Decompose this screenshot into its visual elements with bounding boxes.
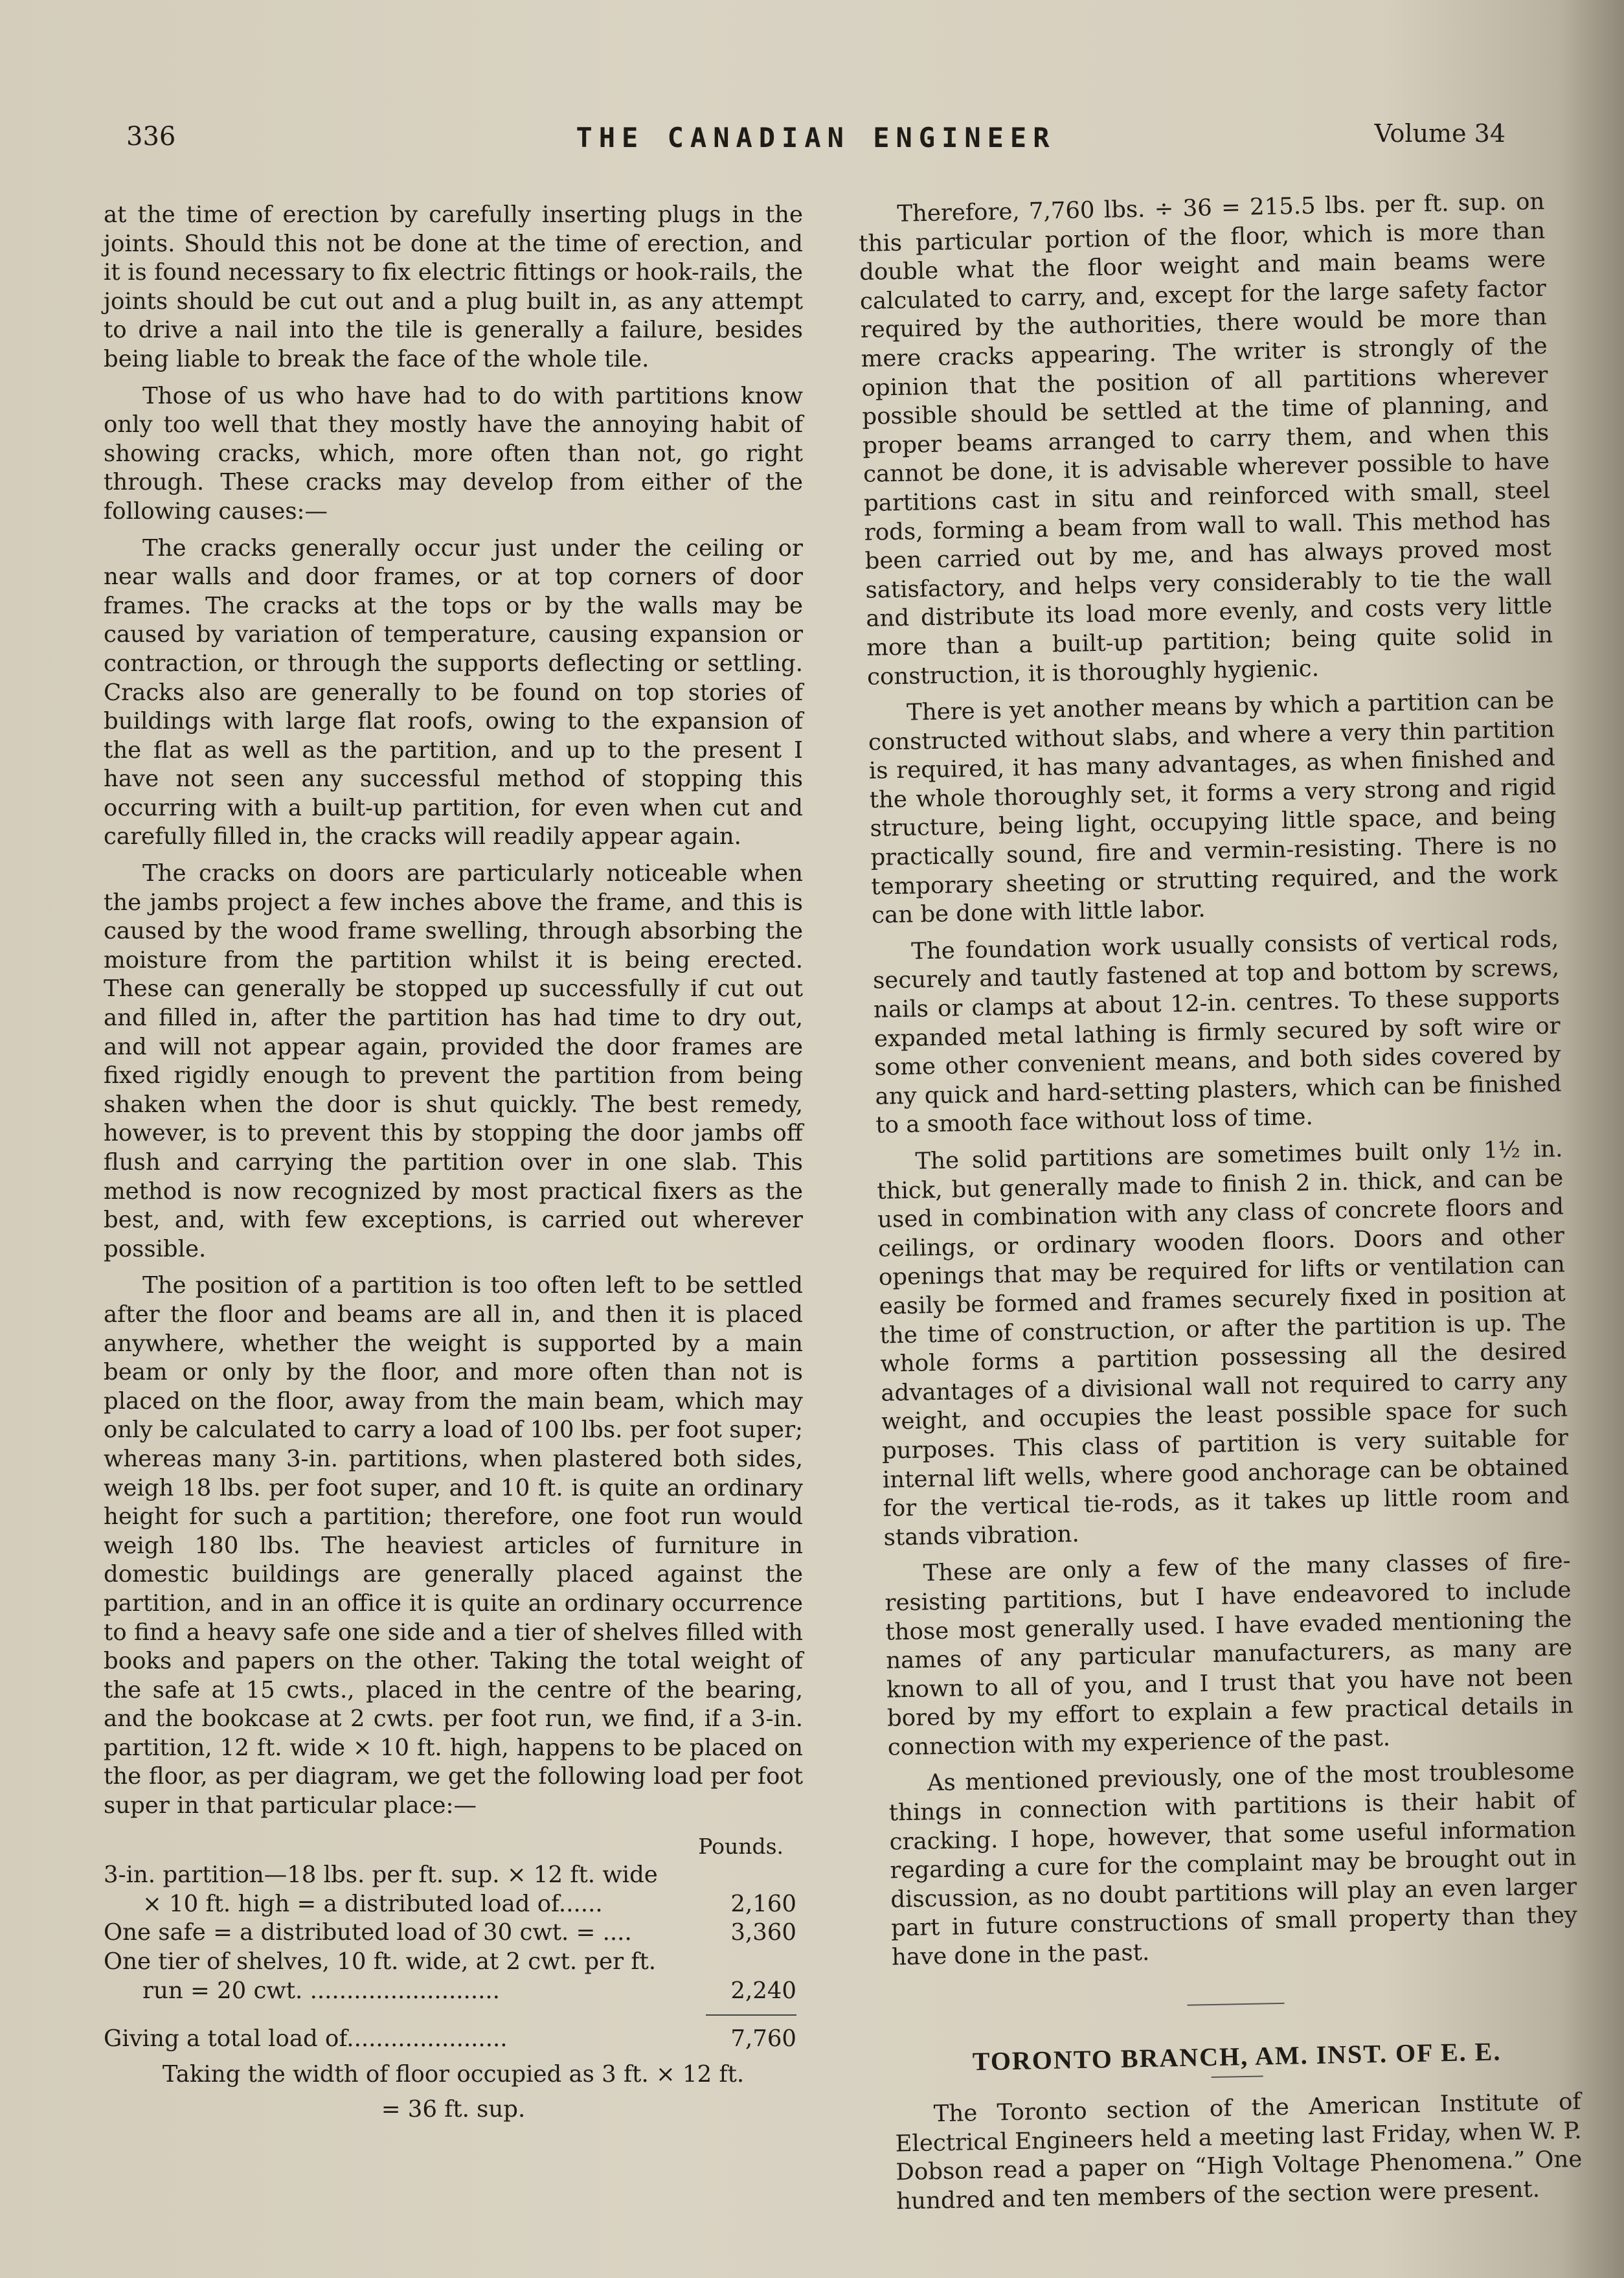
load-table	[104, 1832, 803, 2054]
row-label: One tier of shelves, 10 ft. wide, at 2 cwt. per ft.	[104, 1948, 657, 1976]
row-value: 2,160	[730, 1890, 796, 1917]
table-row	[104, 1948, 803, 1977]
paragraph: Therefore, 7,760 lbs. ÷ 36 = 215.5 lbs. per ft. sup. on this particular portion of the floor, which is more than double what the floor weight and main beams were calculated to carry, and, except for the large safety factor required by the authorities, there would be more than mere cracks appearing. The writer is strongly of the opinion that the position of all partitions wherever possible should be settled at the time of planning, and proper beams arranged to carry them, and when this cannot be done, it is advisable wherever possible to have partitions cast in situ and reinforced with small, steel rods, forming a beam from wall to wall. This method has been carried out by me, and has always proved most satisfactory, and helps very considerably to tie the wall and distribute its load more evenly, and costs very little more than a built-up partition; being quite solid in construction, it is thoroughly hygienic.	[858, 188, 1553, 690]
paragraph: The solid partitions are sometimes built only 1½ in. thick, but generally made to finish 2 in. thick, and can be used in combination with any class of concrete floors and ceilings, or ordinary wooden floors. Doors and other openings that may be required for lifts or ventilation can easily be formed and frames securely fixed in position at the time of construction, or after the partition is up. The whole forms a partition possessing all the desired advantages of a divisional wall not required to carry any weight, and occupies the least possible space for such purposes. This class of partition is very suitable for internal lift wells, where good anchorage can be obtained for the vertical tie-rods, as it takes up little room and stands vibration.	[876, 1135, 1570, 1551]
total-label: Giving a total load of......................	[104, 2025, 508, 2053]
page-number: 336	[126, 122, 176, 152]
table-row	[104, 1977, 803, 2006]
page-header	[126, 114, 1506, 159]
paragraph: Those of us who have had to do with partitions know only too well that they mostly have the annoying habit of showing cracks, which, more often than not, go right through. These cracks may develop from either of the following causes:—	[104, 382, 803, 525]
paragraph: These are only a few of the many classes of fire-resisting partitions, but I have endeavored to include those most generally used. I have evaded mentioning the names of any particular manufacturers, as many are known to all of you, and I trust that you have not been bored by my effort to explain a few practical details in connection with my experience of the past.	[885, 1547, 1574, 1761]
left-column	[104, 201, 803, 2124]
closing-line: = 36 ft. sup.	[381, 2096, 526, 2123]
paragraph: The cracks on doors are particularly noticeable when the jambs project a few inches above the frame, and this is caused by the wood frame swelling, through absorbing the moisture from the partition whilst it is being erected. These can generally be stopped up successfully if cut out and filled in, after the partition has had time to dry out, and will not appear again, provided the door frames are fixed rigidly enough to prevent the partition from being shaken when the door is shut quickly. The best remedy, however, is to prevent this by stopping the door jambs off flush and carrying the partition over in one slab. This method is now recognized by most practical fixers as the best, and, with few exceptions, is carried out wherever possible.	[104, 860, 803, 1262]
section-title: TORONTO BRANCH, AM. INST. OF E. E.	[972, 2036, 1502, 2076]
table-row	[104, 1919, 803, 1948]
row-value	[706, 1948, 803, 1977]
volume-label: Volume 34	[1374, 119, 1506, 148]
row-label: 3-in. partition—18 lbs. per ft. sup. × 12 ft. wide	[104, 1862, 658, 1889]
row-label: × 10 ft. high = a distributed load of......	[142, 1890, 603, 1917]
title-underline	[1212, 2076, 1263, 2079]
paragraph: The foundation work usually consists of vertical rods, securely and tautly fastened at top and bottom by screws, nails or clamps at about 12-in. centres. To these supports expanded metal lathing is firmly secured by soft wire or some other convenient means, and both sides covered by any quick and hard-setting plasters, which can be finished to a smooth face without loss of time.	[872, 926, 1562, 1139]
row-label: One safe = a distributed load of 30 cwt. = ....	[104, 1919, 632, 1946]
closing-line: Taking the width of floor occupied as 3 ft. × 12 ft.	[162, 2060, 745, 2088]
row-label: run = 20 cwt. ..........................	[142, 1977, 500, 2004]
section-paragraph: The Toronto section of the American Institute of Electrical Engineers held a meeting last Friday, when W. P. Dobson read a paper on “High Voltage Phenomena.” One hundred and ten members of the section were present.	[895, 2088, 1583, 2215]
paragraph: The cracks generally occur just under the ceiling or near walls and door frames, or at top corners of door frames. The cracks at the tops or by the walls may be caused by variation of temperature, causing expansion or contraction, or through the supports deflecting or settling. Cracks also are generally to be found on top stories of buildings with large flat roofs, owing to the expansion of the flat as well as the partition, and up to the present I have not seen any successful method of stopping this occurring with a built-up partition, for even when cut and carefully filled in, the cracks will readily appear again.	[104, 534, 803, 850]
row-value: 3,360	[730, 1919, 796, 1946]
paragraph: The position of a partition is too often left to be settled after the floor and beams are all in, and then it is placed anywhere, whether the weight is supported by a main beam or only by the floor, and more often than not is placed on the floor, away from the main beam, which may only be calculated to carry a load of 100 lbs. per foot super; whereas many 3-in. partitions, when plastered both sides, weigh 18 lbs. per foot super, and 10 ft. is quite an ordinary height for such a partition; therefore, one foot run would weigh 180 lbs. The heaviest articles of furniture in domestic buildings are generally placed against the partition, and in an office it is quite an ordinary occurrence to find a heavy safe one side and a tier of shelves filled with books and papers on the other. Taking the total weight of the safe at 15 cwts., placed in the centre of the bearing, and the bookcase at 2 cwts. per foot run, we find, if a 3-in. partition, 12 ft. wide × 10 ft. high, happens to be placed on the floor, as per diagram, we get the following load per foot super in that particular place:—	[104, 1272, 803, 1819]
total-row	[104, 2025, 803, 2054]
paragraph: There is yet another means by which a partition can be constructed without slabs, and where a very thin partition is required, it has many advantages, as when finished and the whole thoroughly set, it forms a very strong and rigid structure, being light, occupying little space, and being practically sound, fire and vermin-resisting. There is no temporary sheeting or strutting required, and the work can be done with little labor.	[868, 687, 1558, 929]
section-divider	[1188, 2002, 1285, 2005]
sum-rule	[706, 2014, 796, 2016]
paragraph: at the time of erection by carefully inserting plugs in the joints. Should this not be done at the time of erection, and it is found necessary to fix electric fittings or hook-rails, the joints should be cut out and a plug built in, as any attempt to drive a nail into the tile is generally a failure, besides being liable to break the face of the whole tile.	[104, 201, 803, 372]
total-value: 7,760	[730, 2025, 796, 2053]
paragraph: As mentioned previously, one of the most troublesome things in connection with partitions is their habit of cracking. I hope, however, that some useful information regarding a cure for the complaint may be brought out in discussion, as no doubt partitions will play an even larger part in future constructions of small property than they have done in the past.	[888, 1757, 1578, 1971]
table-row	[104, 1890, 803, 1919]
journal-title: THE CANADIAN ENGINEER	[576, 122, 1056, 154]
table-row	[104, 1861, 803, 1890]
right-column	[858, 188, 1583, 2224]
table-unit-header: Pounds.	[698, 1833, 784, 1859]
row-value: 2,240	[730, 1977, 796, 2004]
row-value	[706, 1861, 803, 1890]
